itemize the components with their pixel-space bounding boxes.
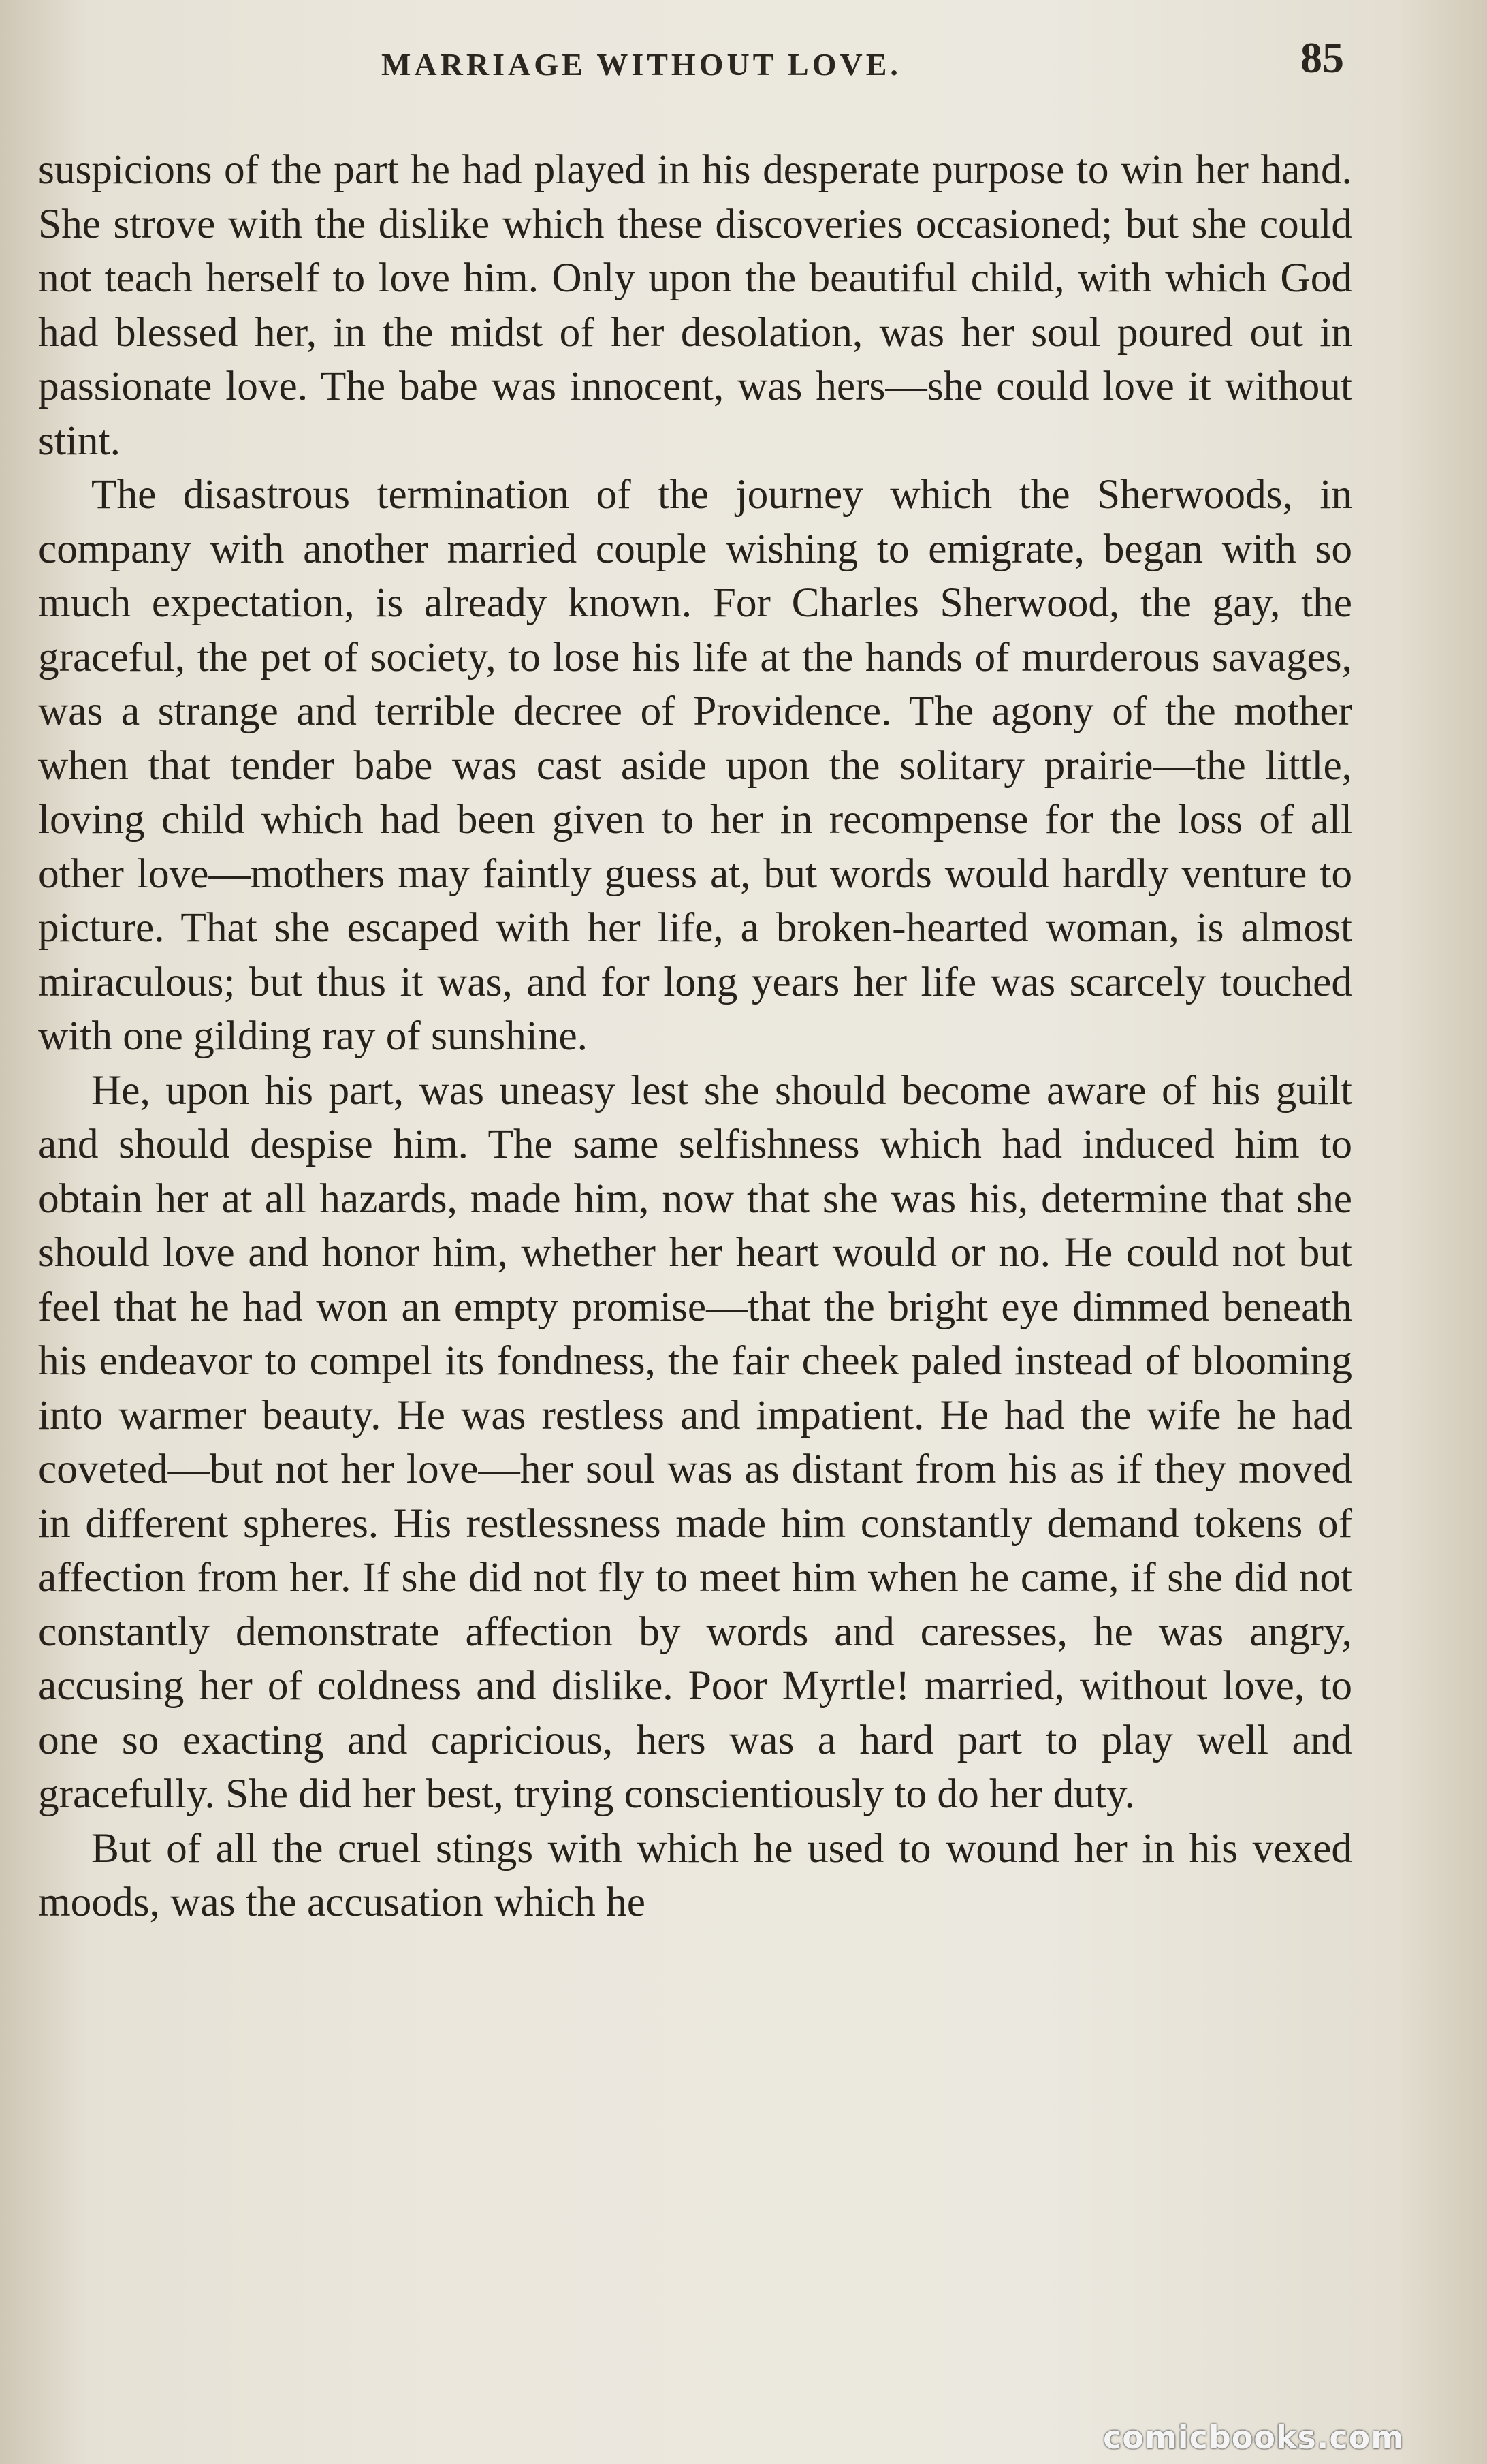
running-head [0,33,1487,94]
watermark: comicbooks.com [1103,2419,1405,2456]
body-text [38,143,1352,1930]
page-number: 85 [1300,33,1344,82]
paragraph: The disastrous termination of the journey which the Sherwoods, in company with another married couple wishing to emigrate, began with so much expectation, is already known. For Charles Sherwood, the gay, the graceful, the pet of society, to lose his life at the hands of murderous savages, was a strange and terrible decree of Providence. The agony of the mother when that tender babe was cast aside upon the solitary prairie—the little, loving child which had been given to her in recompense for the loss of all other love—mothers may faintly guess at, but words would hardly venture to picture. That she escaped with her life, a broken-hearted woman, is almost miraculous; but thus it was, and for long years her life was scarcely touched with one gilding ray of sunshine. [38,471,1352,1059]
paragraph: But of all the cruel stings with which he used to wound her in his vexed moods, was the accusation which he [38,1825,1352,1925]
paragraph: He, upon his part, was uneasy lest she should become aware of his guilt and should despise him. The same selfishness which had induced him to obtain her at all hazards, made him, now that she was his, determine that she should love and honor him, whether her heart would or no. He could not but feel that he had won an empty promise—that the bright eye dimmed beneath his endeavor to compel its fondness, the fair cheek paled instead of blooming into warmer beauty. He was restless and impatient. He had the wife he had coveted—but not her love—her soul was as distant from his as if they moved in different spheres. His restlessness made him constantly demand tokens of affection from her. If she did not fly to meet him when he came, if she did not constantly demonstrate affection by words and caresses, he was angry, accusing her of coldness and dislike. Poor Myrtle! married, without love, to one so exacting and capricious, hers was a hard part to play well and gracefully. She did her best, trying conscientiously to do her duty. [38,1067,1352,1817]
running-title: MARRIAGE WITHOUT LOVE. [381,47,901,82]
paragraph: suspicions of the part he had played in his desperate purpose to win her hand. She strove with the dislike which these discoveries occasioned; but she could not teach herself to love him. Only upon the beautiful child, with which God had blessed her, in the midst of her desolation, was her soul poured out in passionate love. The babe was innocent, was hers—she could love it without stint. [38,146,1352,464]
